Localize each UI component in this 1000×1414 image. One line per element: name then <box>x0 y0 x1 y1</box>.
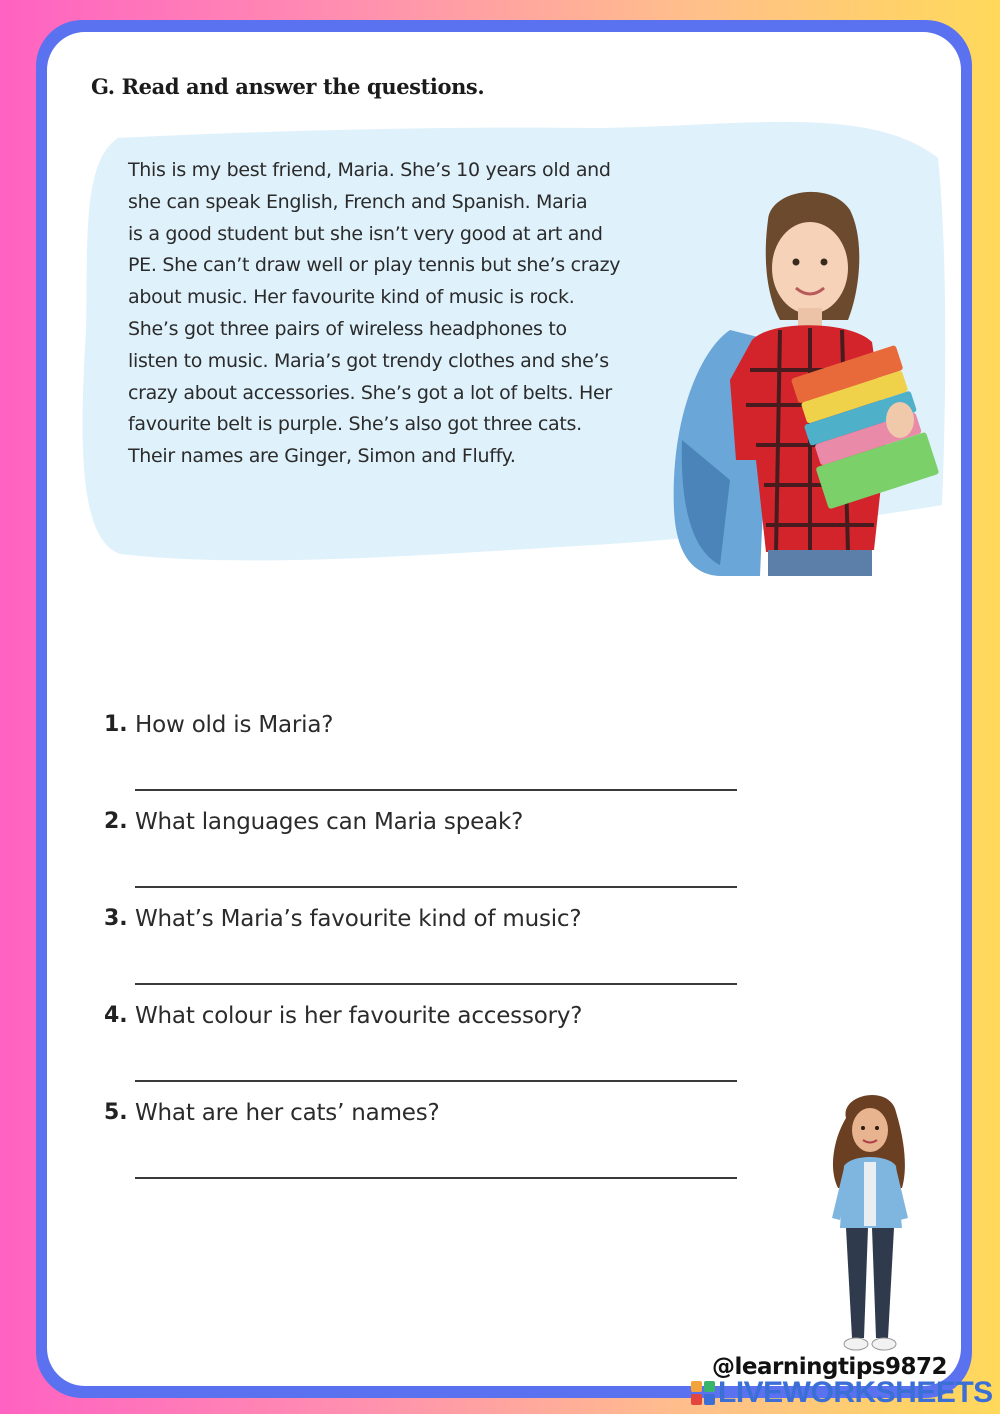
answer-line[interactable] <box>135 1177 737 1179</box>
student-photo <box>660 180 940 580</box>
reading-line: This is my best friend, Maria. She’s 10 years old and <box>128 159 611 181</box>
question-item <box>104 712 744 792</box>
question-number: 2. <box>104 809 128 834</box>
reading-passage <box>128 155 663 473</box>
reading-line: favourite belt is purple. She’s also got three cats. <box>128 413 582 436</box>
teacher-avatar <box>818 1088 918 1356</box>
question-number: 5. <box>104 1100 128 1125</box>
question-number: 3. <box>104 906 128 931</box>
brand-name: LIVEWORKSHEETS <box>718 1376 993 1409</box>
question-text: What are her cats’ names? <box>135 1100 440 1126</box>
question-item <box>104 906 744 986</box>
answer-line[interactable] <box>135 1080 737 1082</box>
question-number: 4. <box>104 1003 128 1028</box>
author-handle: @learningtips9872 <box>712 1354 947 1380</box>
answer-line[interactable] <box>135 886 737 888</box>
question-item <box>104 809 744 889</box>
answer-line[interactable] <box>135 789 737 791</box>
question-text: How old is Maria? <box>135 712 334 738</box>
reading-line: she can speak English, French and Spanish. Maria <box>128 190 588 213</box>
reading-line: Their names are Ginger, Simon and Fluffy. <box>128 445 516 468</box>
question-item <box>104 1100 744 1180</box>
question-item <box>104 1003 744 1083</box>
answer-line[interactable] <box>135 983 737 985</box>
reading-line: listen to music. Maria’s got trendy clothes and she’s <box>128 349 609 372</box>
question-text: What colour is her favourite accessory? <box>135 1003 583 1029</box>
reading-line: crazy about accessories. She’s got a lot of belts. Her <box>128 381 612 404</box>
reading-line: about music. Her favourite kind of music is rock. <box>128 286 575 309</box>
liveworksheets-logo-icon <box>690 1380 716 1406</box>
exercise-heading: G. Read and answer the questions. <box>91 74 485 99</box>
reading-line: She’s got three pairs of wireless headphones to <box>128 317 567 340</box>
question-text: What’s Maria’s favourite kind of music? <box>135 906 582 932</box>
liveworksheets-brand[interactable] <box>690 1376 993 1410</box>
question-text: What languages can Maria speak? <box>135 809 524 835</box>
reading-line: PE. She can’t draw well or play tennis but she’s crazy <box>128 254 621 277</box>
question-number: 1. <box>104 712 128 737</box>
reading-line: is a good student but she isn’t very good at art and <box>128 222 603 245</box>
